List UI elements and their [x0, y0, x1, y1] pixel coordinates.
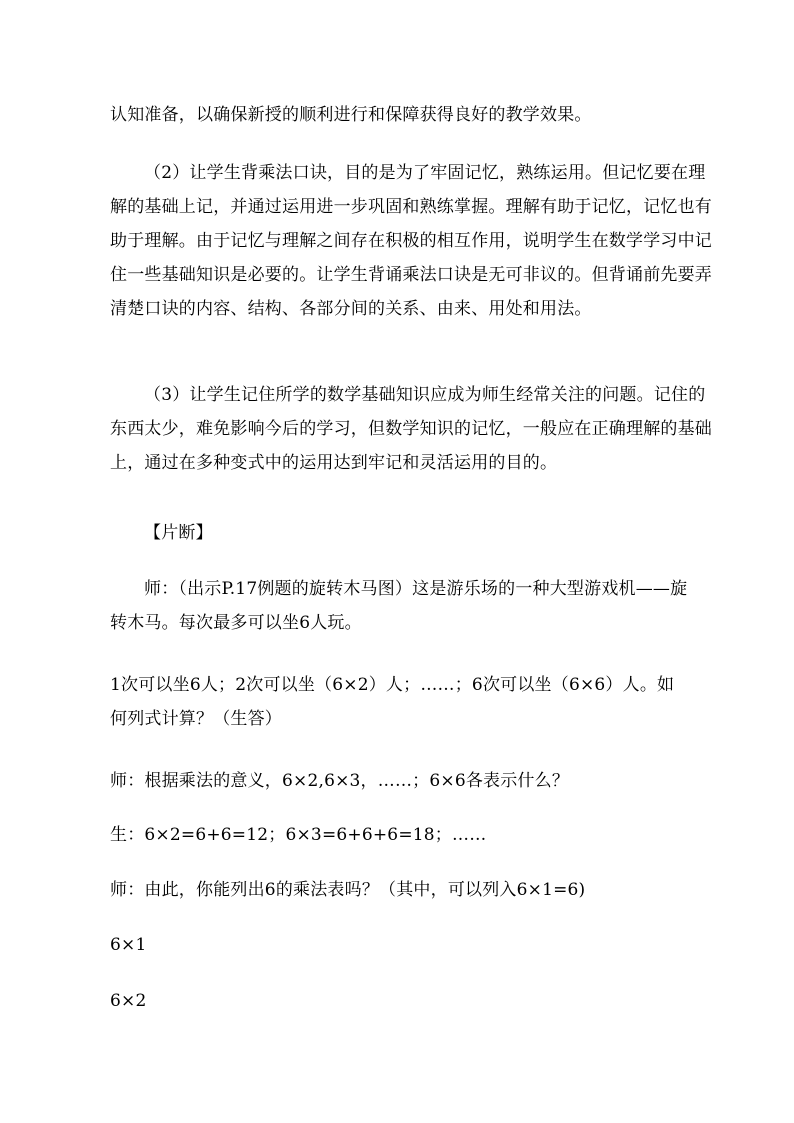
text-line: 住一些基础知识是必要的。让学生背诵乘法口诀是无可非议的。但背诵前先要弄 [110, 265, 712, 285]
text-line: 何列式计算？（生答） [110, 709, 282, 729]
text-line: 认知准备，以确保新授的顺利进行和保障获得良好的教学效果。 [110, 105, 592, 125]
text-line: 6×2 [110, 991, 147, 1011]
paragraph-teacher-meaning [110, 764, 726, 798]
text-line: （3）让学生记住所学的数学基础知识应成为师生经常关注的问题。记住的 [144, 385, 706, 405]
text-line: （2）让学生背乘法口诀，目的是为了牢固记忆，熟练运用。但记忆要在理 [144, 163, 706, 183]
equation-6x2 [110, 984, 726, 1018]
section-heading-fragment [110, 516, 726, 550]
paragraph-point-2 [110, 156, 726, 326]
paragraph-point-3 [110, 378, 726, 480]
paragraph-intro-continuation [110, 98, 726, 132]
paragraph-teacher-table [110, 873, 726, 907]
text-line: 解的基础上记，并通过运用进一步巩固和熟练掌握。理解有助于记忆，记忆也有 [110, 197, 712, 217]
equation-6x1 [110, 928, 726, 962]
paragraph-count-question [110, 668, 726, 736]
paragraph-teacher-carousel [110, 572, 726, 640]
text-line: 上，通过在多种变式中的运用达到牢记和灵活运用的目的。 [110, 453, 558, 473]
text-line: 师：（出示P.17例题的旋转木马图）这是游乐场的一种大型游戏机——旋 [144, 579, 688, 599]
text-line: 转木马。每次最多可以坐6人玩。 [110, 613, 362, 633]
text-line: 【片断】 [144, 523, 213, 543]
text-line: 师：根据乘法的意义，6×2,6×3，……；6×6各表示什么？ [110, 771, 570, 791]
paragraph-student-answer [110, 818, 726, 852]
text-line: 师：由此，你能列出6的乘法表吗？（其中，可以列入6×1=6) [110, 880, 586, 900]
text-line: 1次可以坐6人；2次可以坐（6×2）人；……；6次可以坐（6×6）人。如 [110, 675, 675, 695]
text-line: 清楚口诀的内容、结构、各部分间的关系、由来、用处和用法。 [110, 299, 592, 319]
text-line: 助于理解。由于记忆与理解之间存在积极的相互作用，说明学生在数学学习中记 [110, 231, 712, 251]
text-line: 东西太少，难免影响今后的学习，但数学知识的记忆，一般应在正确理解的基础 [110, 419, 712, 439]
text-line: 6×1 [110, 935, 147, 955]
text-line: 生：6×2=6+6=12；6×3=6+6+6=18；…… [110, 825, 487, 845]
